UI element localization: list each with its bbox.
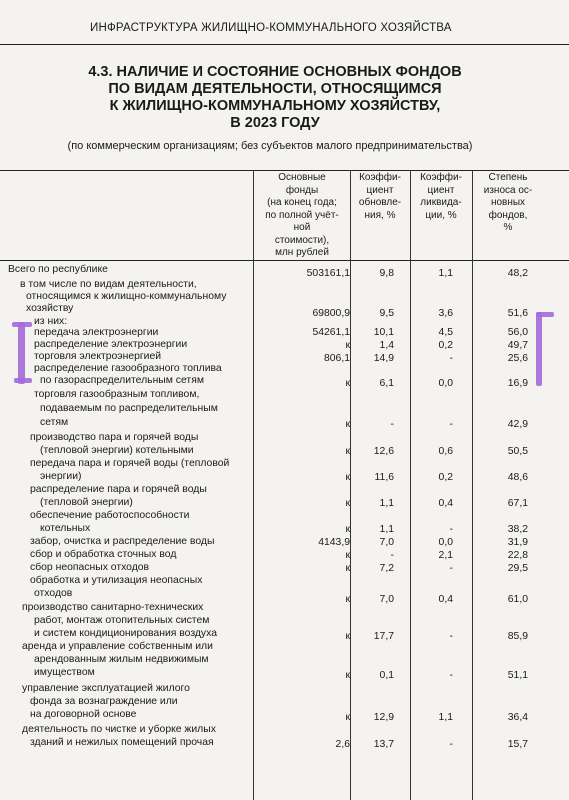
header-rule xyxy=(0,44,569,45)
table-top-rule xyxy=(0,170,569,171)
column-divider xyxy=(350,170,351,800)
table-title xyxy=(40,64,510,132)
title-line: ПО ВИДАМ ДЕЯТЕЛЬНОСТИ, ОТНОСЯЩИМСЯ xyxy=(108,81,442,97)
column-header-renewal: Коэффи- циент обновле- ния, % xyxy=(358,172,402,221)
table-header-rule xyxy=(0,260,569,261)
title-line: В 2023 ГОДУ xyxy=(230,115,320,131)
column-header-fixed-assets: Основные фонды (на конец года; по полной учёт- ной стоимости), млн рублей xyxy=(265,172,339,258)
column-divider xyxy=(253,170,254,800)
column-divider xyxy=(472,170,473,800)
column-header-liquidation: Коэффи- циент ликвида- ции, % xyxy=(420,172,462,221)
running-header: ИНФРАСТРУКТУРА ЖИЛИЩНО-КОММУНАЛЬНОГО ХОЗЯЙСТВА xyxy=(90,22,452,34)
column-divider xyxy=(410,170,411,800)
column-header-wear: Степень износа ос- новных фондов, % xyxy=(483,172,533,233)
title-line: 4.3. НАЛИЧИЕ И СОСТОЯНИЕ ОСНОВНЫХ ФОНДОВ xyxy=(88,64,462,80)
title-line: К ЖИЛИЩНО-КОММУНАЛЬНОМУ ХОЗЯЙСТВУ, xyxy=(109,98,441,114)
table-note: (по коммерческим организациям; без субъектов малого предпринимательства) xyxy=(67,140,473,152)
